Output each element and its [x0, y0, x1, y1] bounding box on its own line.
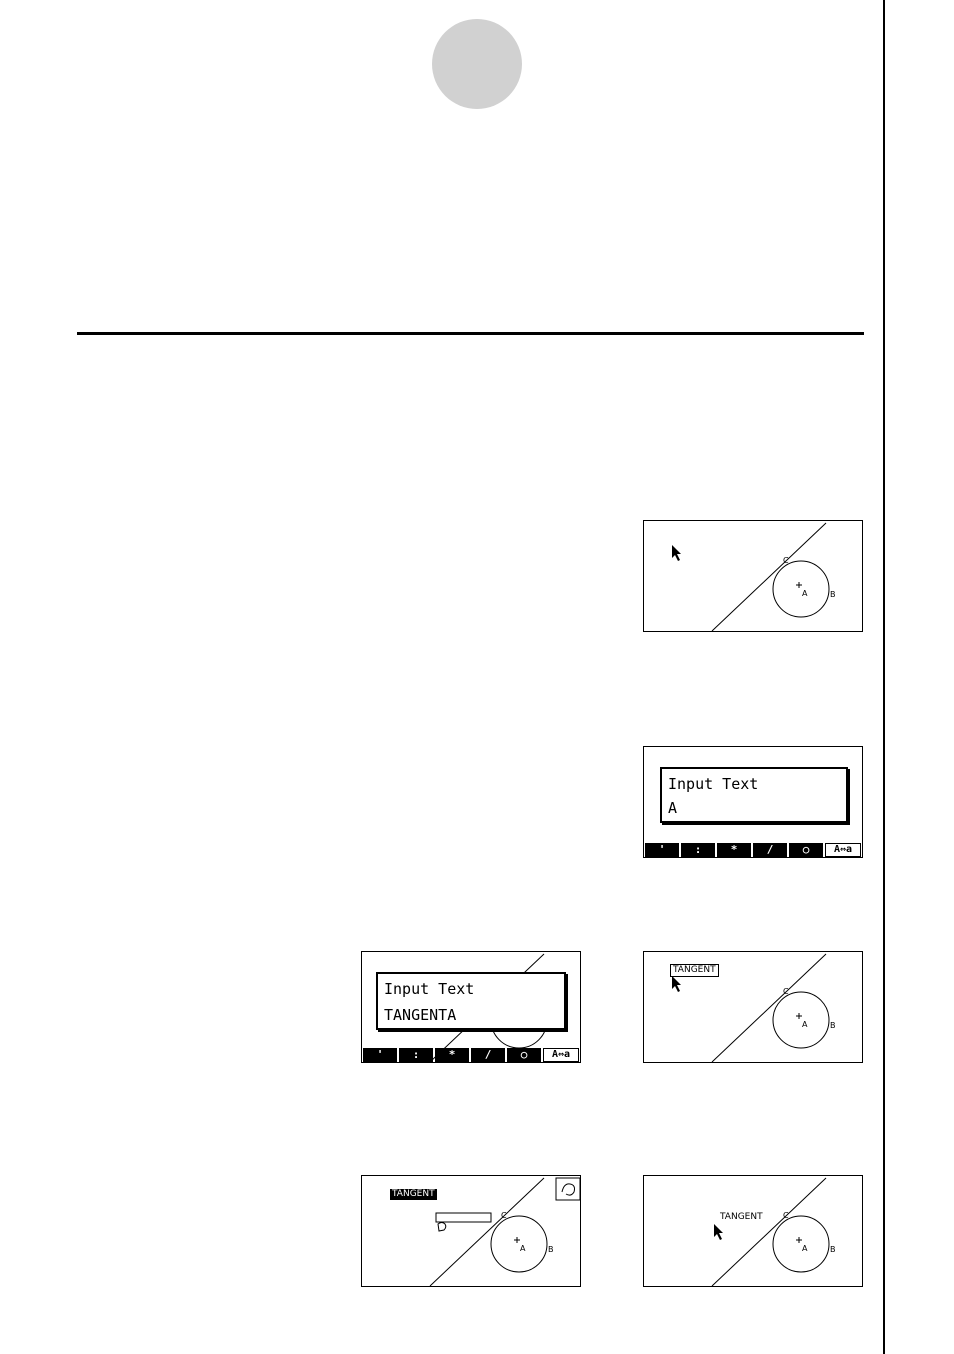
- arrow-cursor-icon: [714, 1224, 723, 1240]
- geometry-figure: [644, 521, 863, 632]
- page-edge-rule: [883, 0, 885, 1354]
- point-label-center: A: [802, 1244, 808, 1253]
- fkey-4[interactable]: /: [471, 1048, 505, 1062]
- fkey-3[interactable]: *: [435, 1048, 469, 1062]
- text-label-moving[interactable]: TANGENT: [392, 1189, 435, 1199]
- fkey-4[interactable]: /: [753, 843, 787, 857]
- arrow-cursor-icon: [672, 545, 681, 561]
- fkey-1[interactable]: ': [363, 1048, 397, 1062]
- input-text-dialog: [376, 972, 566, 1030]
- fkey-5[interactable]: ○: [507, 1048, 541, 1062]
- fkey-2[interactable]: :: [399, 1048, 433, 1062]
- geometry-figure: [644, 1176, 863, 1287]
- screen-step-1: [643, 520, 863, 632]
- fkey-6[interactable]: A⇔a: [543, 1048, 579, 1062]
- point-label-tangent: C: [783, 1211, 789, 1220]
- section-divider: [77, 332, 864, 335]
- screen-step-6: [643, 1175, 863, 1287]
- point-label-right: B: [830, 590, 836, 599]
- fkey-6[interactable]: A⇔a: [825, 843, 861, 857]
- point-label-right: B: [830, 1021, 836, 1030]
- fkey-3[interactable]: *: [717, 843, 751, 857]
- input-text-dialog: [660, 767, 848, 823]
- function-key-bar: [362, 1048, 580, 1062]
- function-key-bar: [644, 843, 862, 857]
- point-label-right: B: [830, 1245, 836, 1254]
- move-mode-indicator: [556, 1178, 580, 1200]
- point-label-center: A: [802, 1020, 808, 1029]
- fkey-1[interactable]: ': [645, 843, 679, 857]
- point-label-right: B: [548, 1245, 554, 1254]
- point-label-center: A: [520, 1244, 526, 1253]
- screen-step-3: [361, 951, 581, 1063]
- point-label-tangent: C: [783, 556, 789, 565]
- arrow-cursor-icon: [672, 976, 681, 992]
- dialog-title: Input Text: [384, 980, 475, 998]
- dialog-input-value[interactable]: TANGENTA: [384, 1006, 457, 1024]
- point-label-tangent: C: [501, 1211, 507, 1220]
- screen-step-2: [643, 746, 863, 858]
- screen-step-5: [361, 1175, 581, 1287]
- text-label-selected[interactable]: TANGENT: [670, 964, 719, 977]
- dialog-input-value[interactable]: A: [668, 799, 678, 817]
- dialog-title: Input Text: [668, 775, 759, 793]
- hand-move-icon: [438, 1223, 446, 1232]
- move-outline-box: [436, 1213, 491, 1222]
- point-label-tangent: C: [783, 987, 789, 996]
- text-label-placed[interactable]: TANGENT: [720, 1212, 763, 1222]
- chapter-badge: [432, 19, 522, 109]
- point-label-center: A: [802, 589, 808, 598]
- screen-step-4: [643, 951, 863, 1063]
- fkey-2[interactable]: :: [681, 843, 715, 857]
- fkey-5[interactable]: ○: [789, 843, 823, 857]
